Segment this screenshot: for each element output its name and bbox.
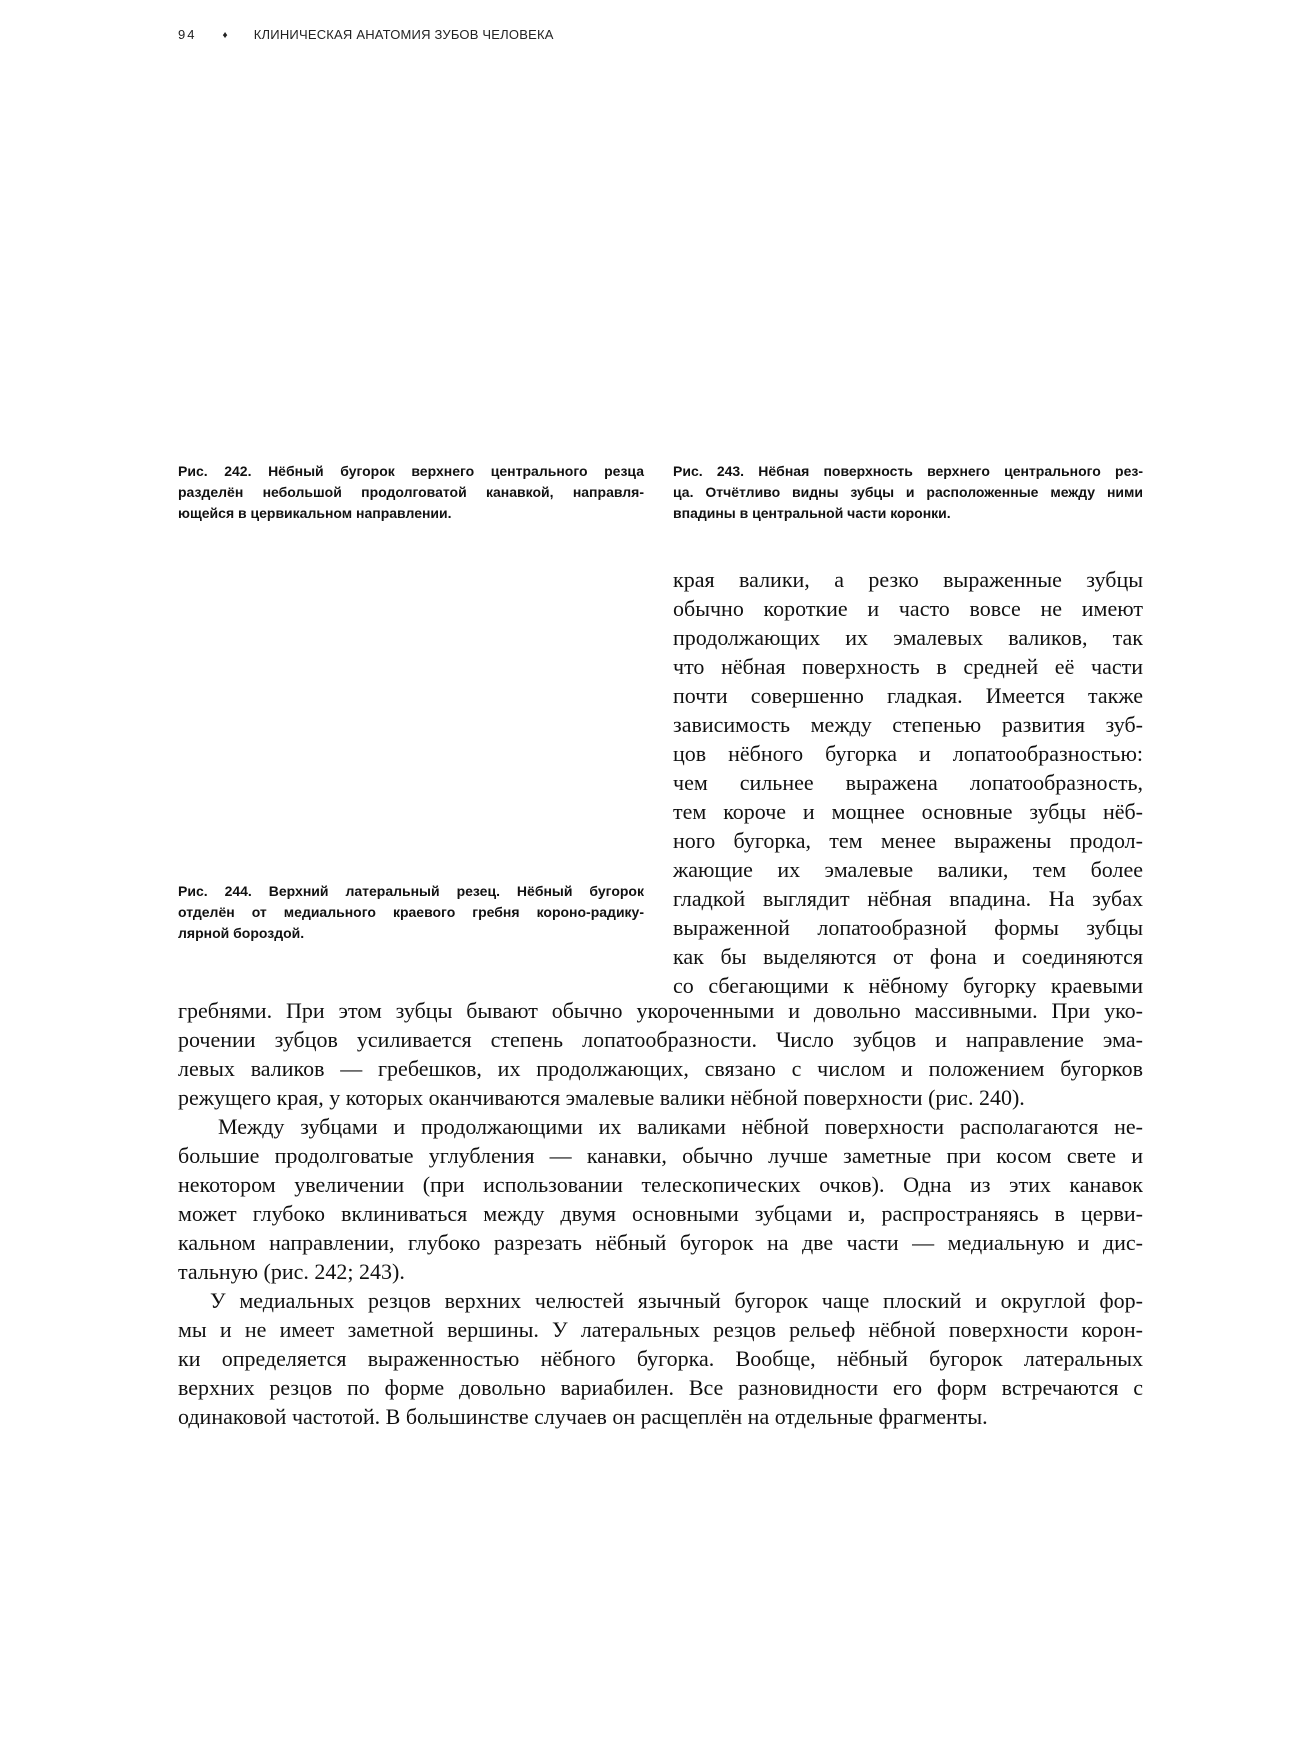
text-line: со сбегающими к нёбному бугорку краевыми <box>673 973 1143 998</box>
running-header <box>178 27 554 42</box>
caption-line: разделён небольшой продолговатой канавкой, направля- <box>178 484 644 500</box>
text-line: тальную (рис. 242; 243). <box>178 1259 405 1284</box>
body-text-right-column <box>673 565 1143 1000</box>
caption-line <box>178 461 644 482</box>
text-line: почти совершенно гладкая. Имеется также <box>673 683 1143 708</box>
caption-line <box>178 881 644 902</box>
text-line: некотором увеличении (при использовании телескопических очков). Одна из этих канавок <box>178 1172 1143 1197</box>
caption-line: ющейся в цервикальном направлении. <box>178 505 452 521</box>
text-line: Между зубцами и продолжающими их валиками нёбной поверхности располагаются не- <box>218 1114 1143 1139</box>
text-line: ки определяется выраженностью нёбного бугорка. Вообще, нёбный бугорок латеральных <box>178 1346 1143 1371</box>
text-line: режущего края, у которых оканчиваются эмалевые валики нёбной поверхности (рис. 240). <box>178 1085 1025 1110</box>
text-line: гребнями. При этом зубцы бывают обычно укороченными и довольно массивными. При уко- <box>178 998 1143 1023</box>
caption-text: Нёбный бугорок верхнего центрального резца <box>251 463 644 479</box>
figure-caption-242 <box>178 461 644 524</box>
text-line: верхних резцов по форме довольно вариабилен. Все разновидности его форм встречаются с <box>178 1375 1143 1400</box>
caption-line <box>673 461 1143 482</box>
text-line: тем короче и мощнее основные зубцы нёб- <box>673 799 1143 824</box>
text-line: как бы выделяются от фона и соединяются <box>673 944 1143 969</box>
caption-line: впадины в центральной части коронки. <box>673 505 951 521</box>
text-line: чем сильнее выражена лопатообразность, <box>673 770 1143 795</box>
figure-label: Рис. 244. <box>178 883 252 899</box>
figure-label: Рис. 242. <box>178 463 252 479</box>
text-line: продолжающих их эмалевых валиков, так <box>673 625 1143 650</box>
figure-caption-244 <box>178 881 644 944</box>
text-line: жающие их эмалевые валики, тем более <box>673 857 1143 882</box>
caption-line: ца. Отчётливо видны зубцы и расположенные между ними <box>673 484 1143 500</box>
caption-text: Верхний латеральный резец. Нёбный бугорок <box>251 883 644 899</box>
text-line: зависимость между степенью развития зуб- <box>673 712 1143 737</box>
text-line: края валики, а резко выраженные зубцы <box>673 567 1143 592</box>
text-line: цов нёбного бугорка и лопатообразностью: <box>673 741 1143 766</box>
text-line: гладкой выглядит нёбная впадина. На зубах <box>673 886 1143 911</box>
body-paragraph-2 <box>178 1112 1143 1286</box>
body-paragraph-3 <box>178 1286 1143 1431</box>
book-title: КЛИНИЧЕСКАЯ АНАТОМИЯ ЗУБОВ ЧЕЛОВЕКА <box>253 27 554 42</box>
text-line: ного бугорка, тем менее выражены продол- <box>673 828 1143 853</box>
text-line: обычно короткие и часто вовсе не имеют <box>673 596 1143 621</box>
body-text-continuation <box>178 996 1143 1112</box>
figure-caption-243 <box>673 461 1143 524</box>
separator-diamond-icon: ♦ <box>222 30 228 41</box>
text-line: кальном направлении, глубоко разрезать нёбный бугорок на две части — медиальную и дис- <box>178 1230 1143 1255</box>
text-line: левых валиков — гребешков, их продолжающих, связано с числом и положением бугорков <box>178 1056 1143 1081</box>
text-line: большие продолговатые углубления — канавки, обычно лучше заметные при косом свете и <box>178 1143 1143 1168</box>
page-number: 94 <box>178 27 197 42</box>
caption-text: Нёбная поверхность верхнего центрального рез- <box>744 463 1143 479</box>
text-line: что нёбная поверхность в средней её части <box>673 654 1143 679</box>
text-line: выраженной лопатообразной формы зубцы <box>673 915 1143 940</box>
figure-label: Рис. 243. <box>673 463 745 479</box>
text-line: рочении зубцов усиливается степень лопатообразности. Число зубцов и направление эма- <box>178 1027 1143 1052</box>
caption-line: отделён от медиального краевого гребня короно-радику- <box>178 904 644 920</box>
text-line: У медиальных резцов верхних челюстей язычный бугорок чаще плоский и округлой фор- <box>210 1288 1143 1313</box>
text-line: мы и не имеет заметной вершины. У латеральных резцов рельеф нёбной поверхности корон- <box>178 1317 1143 1342</box>
text-line: одинаковой частотой. В большинстве случаев он расщеплён на отдельные фрагменты. <box>178 1404 988 1429</box>
text-line: может глубоко вклиниваться между двумя основными зубцами и, распространяясь в церви- <box>178 1201 1143 1226</box>
caption-line: лярной бороздой. <box>178 925 305 941</box>
